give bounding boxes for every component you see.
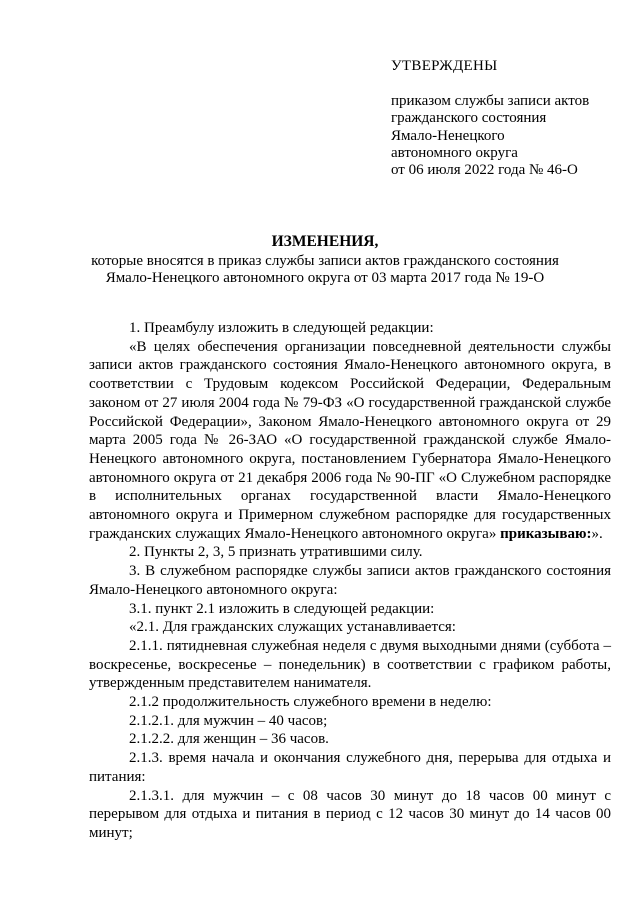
approval-stamp (391, 58, 631, 179)
paragraph: 2. Пункты 2, 3, 5 признать утратившими силу. (129, 544, 423, 561)
preamble-end: ». (591, 525, 603, 542)
approval-heading: УТВЕРЖДЕНЫ (391, 58, 498, 74)
paragraph: 2.1.1. пятидневная служебная неделя с двумя выходными днями (суббота – воскресенье, воскресенье – понедельник) в соответствии с графиком работы, утвержденным представителем нанимателя. (89, 637, 611, 692)
paragraph: 2.1.2 продолжительность служебного времени в неделю: (129, 694, 492, 711)
title-heading: ИЗМЕНЕНИЯ, (271, 233, 379, 250)
paragraph-preamble (89, 338, 611, 544)
paragraph: 2.1.3. время начала и окончания служебного дня, перерыва для отдыха и питания: (89, 750, 611, 785)
approval-line: от 06 июля 2022 года № 46-О (391, 162, 578, 179)
paragraph: «2.1. Для гражданских служащих устанавливается: (129, 619, 456, 636)
approval-line: приказом службы записи актов (391, 93, 590, 110)
document-title (40, 233, 610, 288)
preamble-text: «В целях обеспечения организации повседневной деятельности службы записи актов гражданского состояния Ямало-Ненецкого автономного округа, в соответствии с Трудовым кодексом Российской Федерации, Федеральным законом от 27 июля 2004 года № 79-ФЗ «О государственной гражданской службе Российской Федерации», Законом Ямало-Ненецкого автономного округа от 29 марта 2005 года № 26-ЗАО «О государственной гражданской службе Ямало-Ненецкого автономного округа, постановлением Губернатора Ямало-Ненецкого автономного округа от 21 декабря 2006 года № 90-ПГ «О Служебном распорядке в исполнительных органах государственной власти Ямало-Ненецкого автономного округа и Примерном служебном распорядке для государственных гражданских служащих Ямало-Ненецкого автономного округа» (89, 338, 611, 542)
approval-line: автономного округа (391, 144, 518, 161)
paragraph: 2.1.3.1. для мужчин – с 08 часов 30 минут до 18 часов 00 минут с перерывом для отдыха и питания в период с 12 часов 30 минут до 14 часов 00 минут; (89, 787, 611, 841)
title-subline: которые вносятся в приказ службы записи актов гражданского состояния (91, 252, 559, 269)
approval-line: Ямало-Ненецкого (391, 127, 505, 144)
paragraph: 2.1.2.1. для мужчин – 40 часов; (129, 712, 328, 729)
paragraph: 3. В служебном распорядке службы записи актов гражданского состояния Ямало-Ненецкого автономного округа: (89, 563, 611, 598)
title-subline: Ямало-Ненецкого автономного округа от 03 марта 2017 года № 19-О (105, 270, 545, 286)
document-body (89, 319, 611, 843)
approval-line: гражданского состояния (391, 110, 547, 127)
paragraph: 1. Преамбулу изложить в следующей редакции: (129, 320, 434, 336)
paragraph: 2.1.2.2. для женщин – 36 часов. (129, 731, 329, 748)
paragraph: 3.1. пункт 2.1 изложить в следующей редакции: (129, 600, 435, 617)
order-keyword: приказываю: (500, 525, 592, 542)
